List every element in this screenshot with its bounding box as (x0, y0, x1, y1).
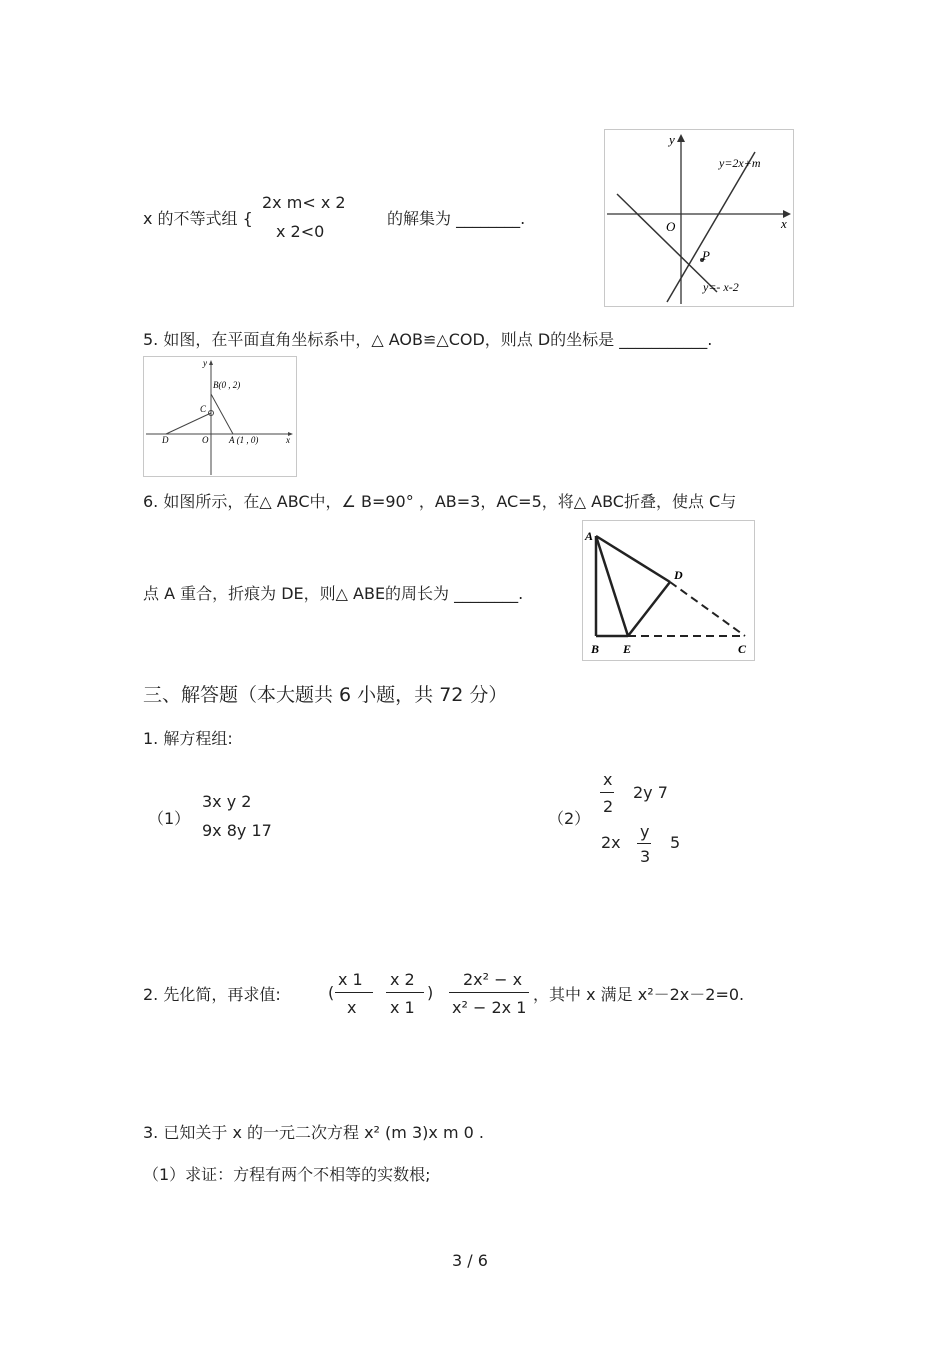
q5-fig-o-label: O (202, 435, 209, 445)
p2-frac2-bar (386, 992, 424, 993)
p3-text: 3. 已知关于 x 的一元二次方程 x² (m 3)x m 0 . (143, 1123, 484, 1142)
q4-fig-origin-label: O (666, 219, 676, 234)
q5-fig-y-label: y (203, 358, 207, 368)
q4-fig-line2-label: y=- x-2 (703, 280, 739, 294)
p1-sys1-eq1: 3x y 2 (202, 792, 252, 811)
p2-open-paren: ( (328, 983, 335, 1002)
q5-fig-b-label: B(0 , 2) (213, 380, 241, 390)
q6-fig-c-label: C (738, 642, 747, 656)
p2-frac2-num: x 2 (390, 970, 415, 989)
p2-frac3-den: x² − 2x 1 (452, 998, 527, 1017)
p2-close-paren: ) (427, 983, 434, 1002)
q5-fig-d-label: D (162, 435, 169, 445)
q4-prefix: x 的不等式组 { (143, 209, 253, 228)
p3-sub1: （1）求证：方程有两个不相等的实数根; (143, 1165, 431, 1184)
p1-sys2-frac1-den: 2 (603, 797, 614, 816)
q6-figure (582, 520, 755, 661)
q5-fig-c-label: C (200, 404, 207, 414)
p1-sys2-label: （2） (548, 809, 591, 828)
p2-frac3-num: 2x² − x (463, 970, 523, 989)
p1-title: 1. 解方程组: (143, 729, 233, 748)
p1-sys1-eq2: 9x 8y 17 (202, 821, 272, 840)
q5-fig-a-label: A (1 , 0) (229, 435, 259, 445)
p1-sys2-frac2-bar (637, 843, 651, 844)
p2-frac1-num: x 1 (338, 970, 363, 989)
q6-fig-e-label: E (623, 642, 632, 656)
q4-fig-y-label: y (669, 132, 675, 147)
q4-inequality-1: 2x m< x 2 (262, 193, 346, 212)
p1-sys1-label: （1） (148, 809, 191, 828)
q6-fig-d-label: D (674, 568, 683, 582)
p2-suffix: ，其中 x 满足 x²－2x－2=0. (533, 985, 745, 1004)
p2-frac2-den: x 1 (390, 998, 415, 1017)
p1-sys2-eq2-rest: 5 (670, 833, 681, 852)
p2-frac1-den: x (347, 998, 357, 1017)
q4-fig-line1-label: y=2x+m (719, 156, 761, 170)
q6-line1: 6. 如图所示，在△ ABC中，∠ B=90° ，AB=3，AC=5，将△ ABC折叠，使点 C与 (143, 492, 737, 511)
q4-fig-p-label: P (702, 248, 710, 263)
section3-title: 三、解答题（本大题共 6 小题，共 72 分） (143, 684, 508, 706)
q5-figure (143, 356, 297, 477)
p1-sys2-frac1-bar (600, 792, 614, 793)
p1-sys2-eq1-rest: 2y 7 (633, 783, 668, 802)
q6-fig-b-label: B (591, 642, 600, 656)
q6-fig-a-label: A (585, 529, 594, 543)
page-number: 3 / 6 (452, 1251, 488, 1270)
p2-frac3-bar (449, 992, 529, 993)
p2-frac1-bar (335, 992, 373, 993)
p1-sys2-eq2-left: 2x (601, 833, 621, 852)
p1-sys2-frac2-den: 3 (640, 847, 651, 866)
q4-fig-x-label: x (781, 216, 787, 231)
p1-sys2-frac1-num: x (603, 770, 613, 789)
p1-sys2-frac2-num: y (640, 822, 650, 841)
q6-line2: 点 A 重合，折痕为 DE，则△ ABE的周长为 ________. (143, 584, 524, 603)
p2-prefix: 2. 先化简，再求值: (143, 985, 281, 1004)
q4-inequality-2: x 2<0 (276, 222, 325, 241)
q4-figure (604, 129, 794, 307)
q5-text: 5. 如图，在平面直角坐标系中，△ AOB≌△COD，则点 D的坐标是 ___________. (143, 330, 713, 349)
q4-suffix: 的解集为 ________. (387, 209, 526, 228)
q5-fig-x-label: x (286, 435, 290, 445)
